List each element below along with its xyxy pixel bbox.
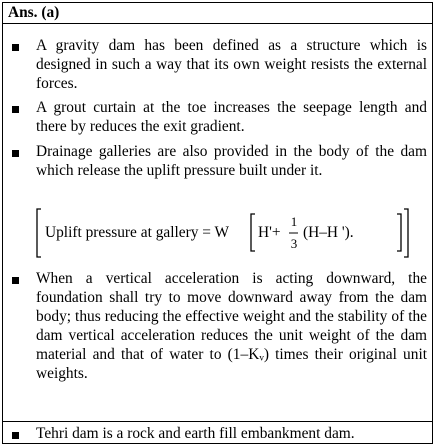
square-bullet-icon bbox=[12, 277, 19, 284]
square-bullet-icon bbox=[12, 432, 19, 439]
formula-lhs: Uplift pressure at gallery = W bbox=[45, 224, 230, 241]
uplift-formula bbox=[33, 205, 413, 261]
answer-box bbox=[2, 2, 433, 444]
formula-tail bbox=[381, 223, 391, 242]
bullet-text: Tehri dam is a rock and earth fill embankment dam. bbox=[36, 425, 355, 442]
bullet-text: A grout curtain at the toe increases the seepage length and there by reduces the exit gradient. bbox=[36, 99, 427, 135]
square-bullet-icon bbox=[12, 44, 19, 51]
square-bullet-icon bbox=[12, 150, 19, 157]
formula-numerator: 1 bbox=[290, 214, 298, 229]
answer-label: Ans. (a) bbox=[3, 3, 432, 24]
bullet-text: A gravity dam has been defined as a structure which is designed in such a way that its own weight resists the external forces. bbox=[36, 37, 427, 92]
row-divider bbox=[3, 421, 432, 422]
bullet-text: When a vertical acceleration is acting downward, the foundation shall try to move downward away from the dam body; thus reducing the effective weight and the stability of the dam vertical acceleration reduces the unit weight of the dam material and that of water to (1–Kᵥ) times their original unit weights. bbox=[36, 270, 427, 382]
formula-h-prime: H'+ bbox=[258, 224, 281, 241]
formula-paren: (H–H '). bbox=[303, 224, 354, 241]
square-bullet-icon bbox=[12, 106, 19, 113]
bullet-text: Drainage galleries are also provided in the body of the dam which release the uplift pressure built under it. bbox=[36, 143, 427, 179]
formula-denominator: 3 bbox=[290, 236, 298, 251]
